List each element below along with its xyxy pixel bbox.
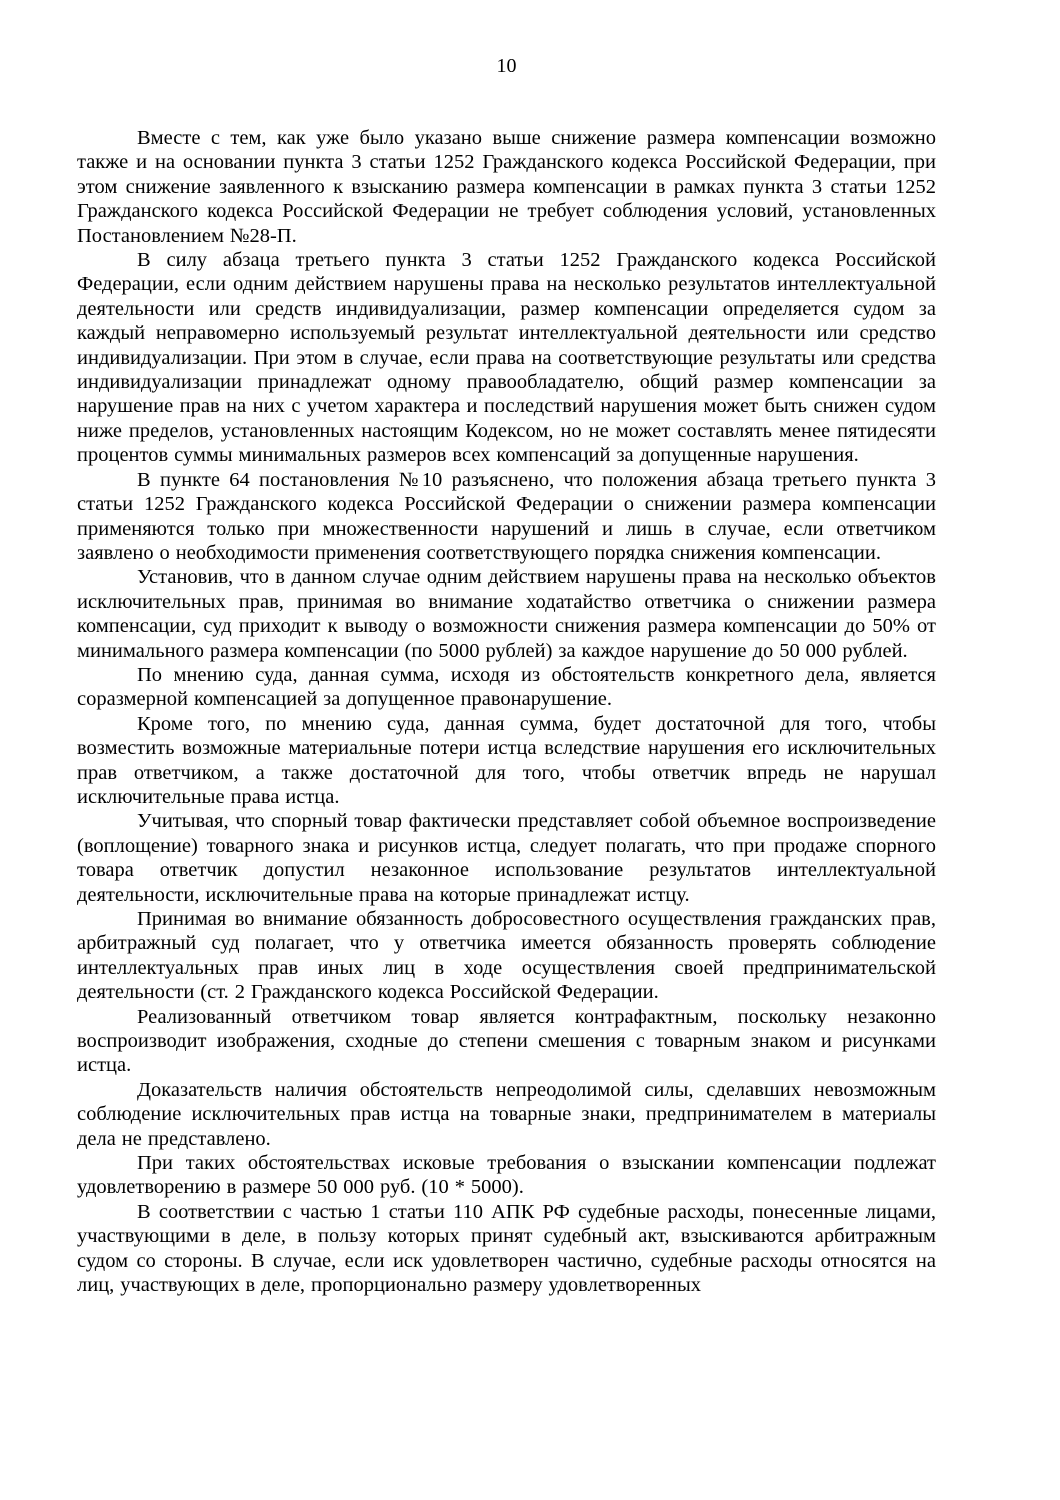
paragraph-product-reproduction: Учитывая, что спорный товар фактически представляет собой объемное воспроизведение (воплощение) товарного знака и рисунков истца, следует полагать, что при продаже спорного товара ответчик допустил незаконное использование результатов интеллектуальной деятельности, исключительные права на которые принадлежат истцу.: [77, 810, 936, 906]
paragraph-court-opinion-proportionality: По мнению суда, данная сумма, исходя из обстоятельств конкретного дела, является соразмерной компенсацией за допущенное правонарушение.: [77, 663, 936, 711]
paragraph-counterfeit-finding: Реализованный ответчиком товар является контрафактным, поскольку незаконно воспроизводит изображения, сходные до степени смешения с товарным знаком и рисунками истца.: [77, 1005, 936, 1077]
paragraph-apc-article-110-costs: В соответствии с частью 1 статьи 110 АПК РФ судебные расходы, понесенные лицами, участвующими в деле, в пользу которых принят судебный акт, взыскиваются арбитражным судом со стороны. В случае, если иск удовлетворен частично, судебные расходы относятся на лиц, участвующих в деле, пропорционально размеру удовлетворенных: [77, 1200, 936, 1297]
paragraph-article-1252-clause: В силу абзаца третьего пункта 3 статьи 1252 Гражданского кодекса Российской Федерации, если одним действием нарушены права на несколько результатов интеллектуальной деятельности или средств индивидуализации, размер компенсации определяется судом за каждый неправомерно используемый результат интеллектуальной деятельности или средство индивидуализации. При этом в случае, если права на соответствующие результаты или средства индивидуализации принадлежат одному правообладателю, общий размер компенсации за нарушение прав на них с учетом характера и последствий нарушения может быть снижен судом ниже пределов, установленных настоящим Кодексом, но не может составлять менее пятидесяти процентов суммы минимальных размеров всех компенсаций за допущенные нарушения.: [77, 249, 936, 467]
paragraph-resolution-10-point-64: В пункте 64 постановления №10 разъяснено, что положения абзаца третьего пункта 3 статьи 1252 Гражданского кодекса Российской Федерации о снижении размера компенсации применяются только при множественности нарушений и лишь в случае, если ответчиком заявлено о необходимости применения соответствующего порядка снижения компенсации.: [77, 468, 936, 564]
paragraph-court-conclusion-reduction: Установив, что в данном случае одним действием нарушены права на несколько объектов исключительных прав, принимая во внимание ходатайство ответчика о снижении размера компенсации, суд приходит к выводу о возможности снижения размера компенсации до 50% от минимального размера компенсации (по 5000 рублей) за каждое нарушение до 50 000 рублей.: [77, 566, 936, 662]
document-body: [77, 126, 936, 1298]
paragraph-no-force-majeure-evidence: Доказательств наличия обстоятельств непреодолимой силы, сделавших невозможным соблюдение исключительных прав истца на товарные знаки, предпринимателем в материалы дела не представлено.: [77, 1078, 936, 1150]
paragraph-claims-satisfied: При таких обстоятельствах исковые требования о взыскании компенсации подлежат удовлетворению в размере 50 000 руб. (10 * 5000).: [77, 1152, 936, 1199]
page-number: 10: [496, 55, 517, 77]
paragraph-sum-sufficiency: Кроме того, по мнению суда, данная сумма, будет достаточной для того, чтобы возместить возможные материальные потери истца вследствие нарушения его исключительных прав ответчиком, а также достаточной для того, чтобы ответчик впредь не нарушал исключительные права истца.: [77, 712, 936, 808]
paragraph-good-faith-obligation: Принимая во внимание обязанность добросовестного осуществления гражданских прав, арбитражный суд полагает, что у ответчика имеется обязанность проверять соблюдение интеллектуальных прав иных лиц в ходе осуществления своей предпринимательской деятельности (ст. 2 Гражданского кодекса Российской Федерации.: [77, 908, 936, 1004]
paragraph-compensation-reduction-basis: Вместе с тем, как уже было указано выше снижение размера компенсации возможно также и на основании пункта 3 статьи 1252 Гражданского кодекса Российской Федерации, при этом снижение заявленного к взысканию размера компенсации в рамках пункта 3 статьи 1252 Гражданского кодекса Российской Федерации не требует соблюдения условий, установленных Постановлением №28-П.: [77, 127, 936, 247]
